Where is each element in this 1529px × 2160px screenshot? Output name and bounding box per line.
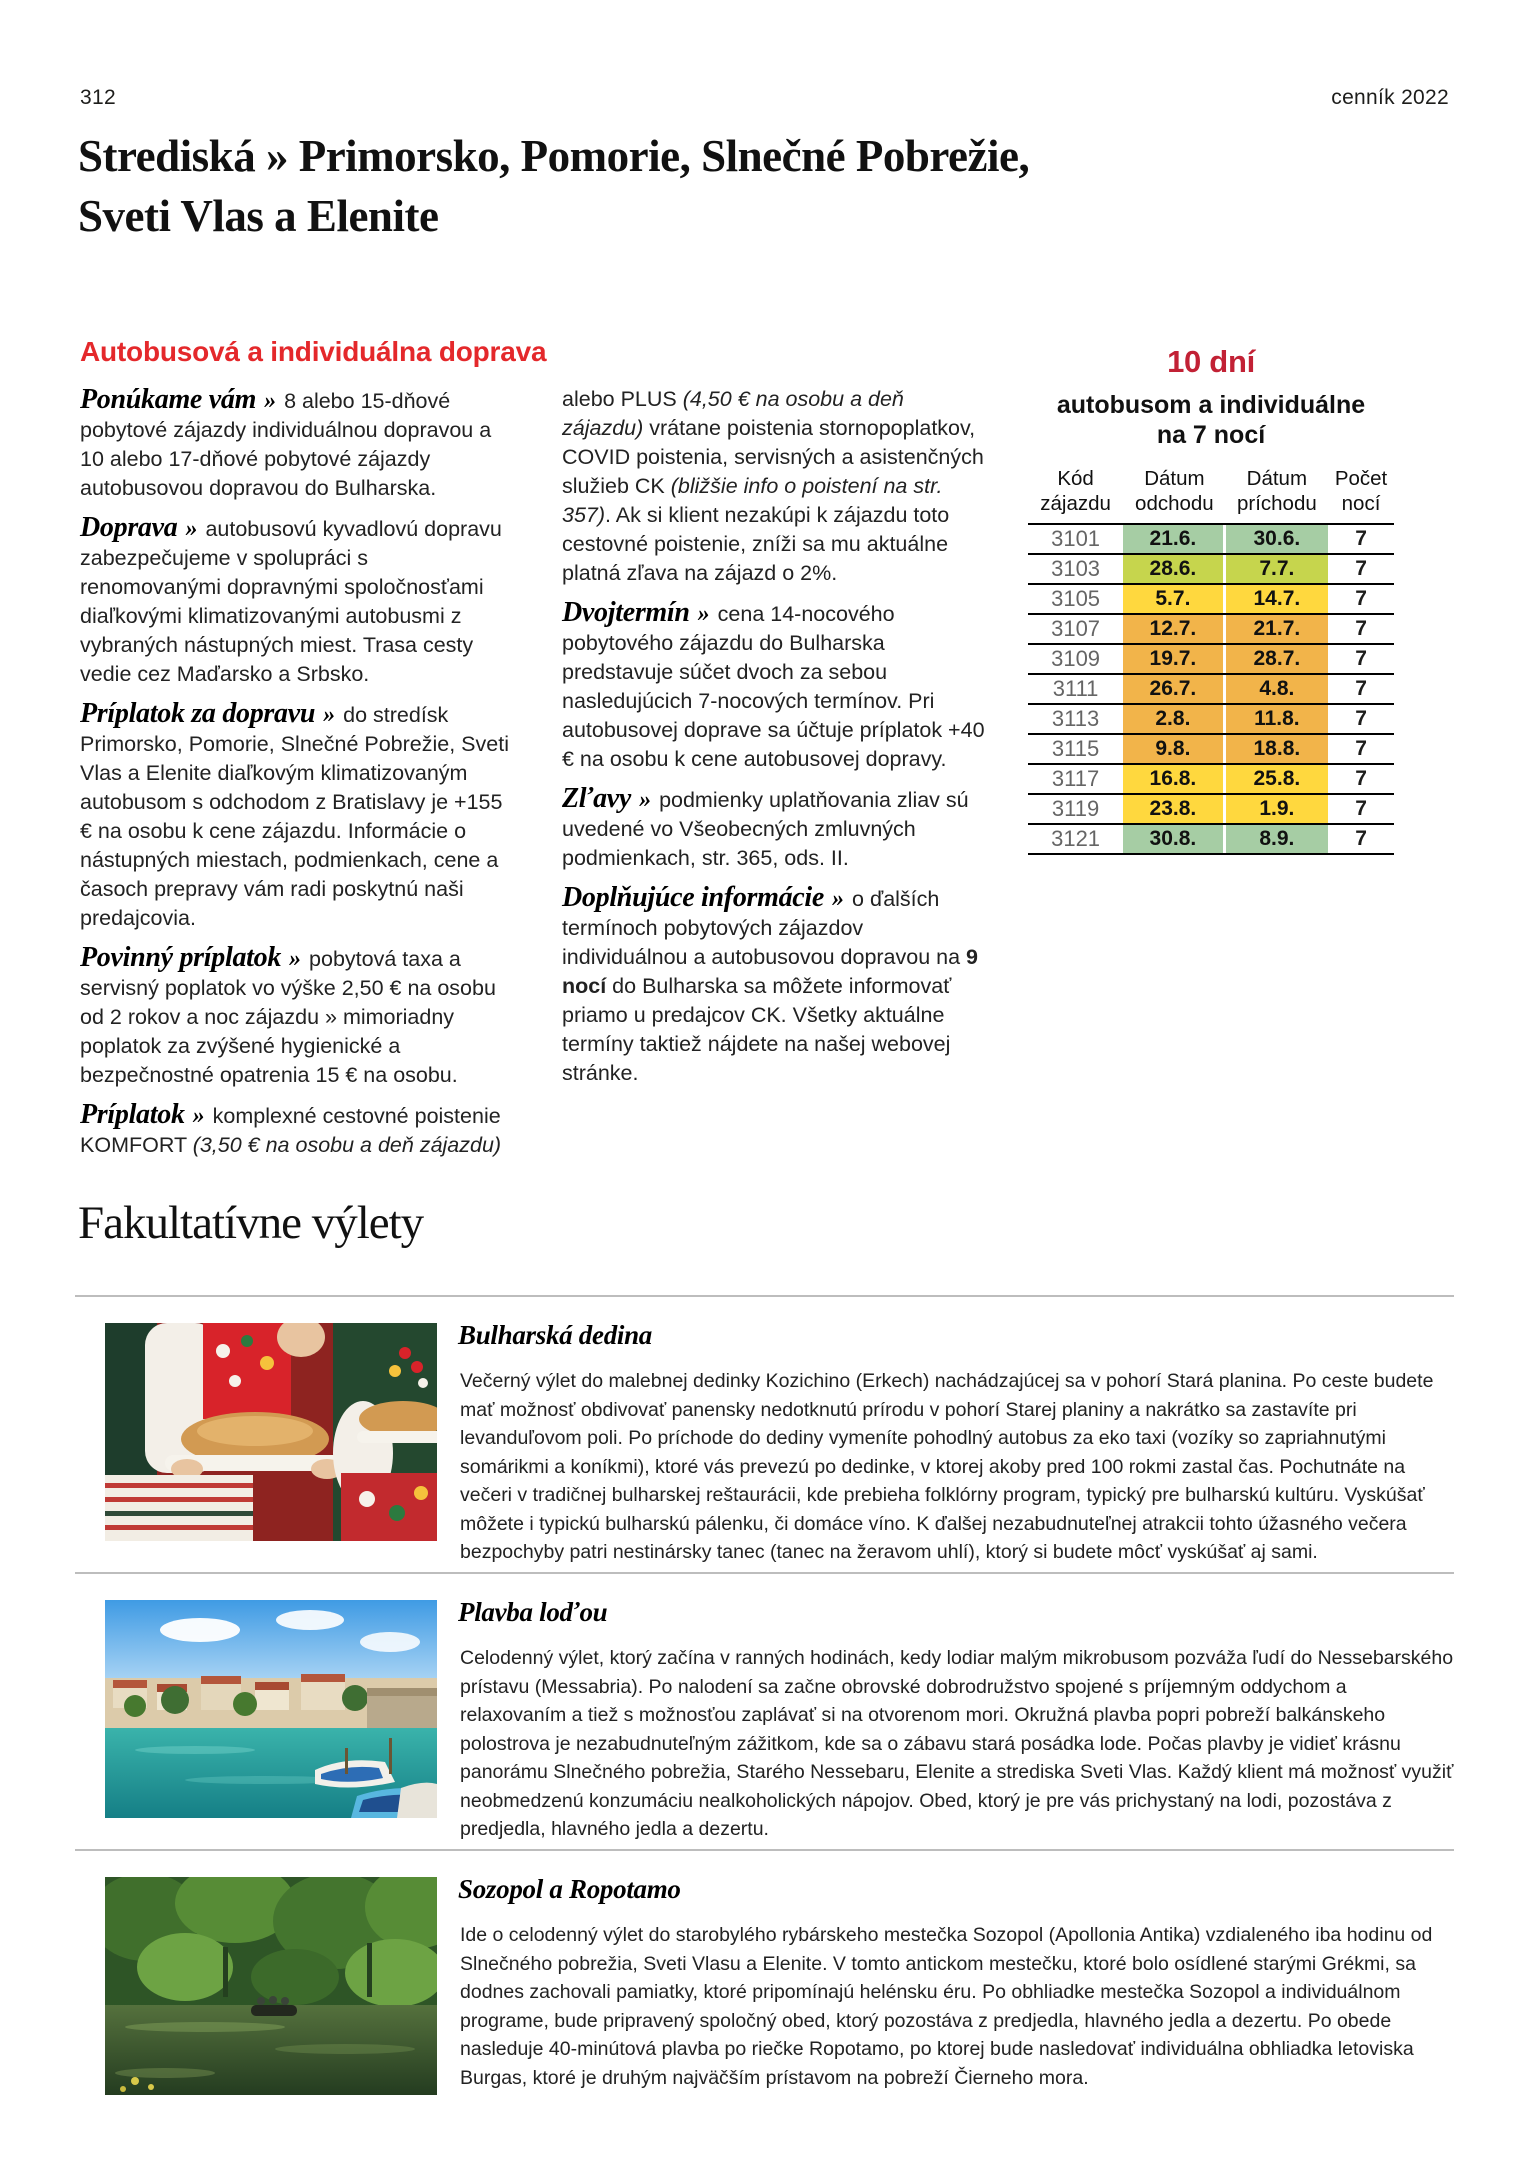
tour-code: 3103 xyxy=(1051,556,1101,581)
departure-date: 28.6. xyxy=(1123,555,1225,583)
paragraph-lead: Príplatok xyxy=(80,1099,185,1130)
paragraph-text: do Bulharska sa môžete informovať priamo u predajcov CK. Všetky aktuálne termíny taktiež nájdete na našej webovej stránke. xyxy=(562,974,952,1085)
paragraph-text-italic: (bližšie info o poistení na str. 357) xyxy=(562,474,943,527)
folk-costume-photo-illustration xyxy=(105,1323,437,1541)
page-number: 312 xyxy=(80,86,116,109)
paragraph-lead: Príplatok za dopravu xyxy=(80,698,316,729)
nights-count: 7 xyxy=(1355,647,1367,670)
tour-code: 3107 xyxy=(1051,616,1101,641)
paragraph-text: o ďalších termínoch pobytových zájazdov individuálnou a autobusovou dopravou na xyxy=(562,887,967,969)
guillemet: » xyxy=(192,1103,205,1129)
table-row xyxy=(1028,763,1394,793)
nights-count: 7 xyxy=(1355,557,1367,580)
excursions-heading: Fakultatívne výlety xyxy=(78,1197,424,1249)
header-nights: Počet nocí xyxy=(1334,467,1388,515)
header-departure-date: Dátum odchodu xyxy=(1135,467,1214,515)
offer-panel xyxy=(1028,344,1394,855)
arrival-date: 30.6. xyxy=(1226,525,1328,553)
photo-bulharska-dedina xyxy=(105,1323,437,1541)
paragraph-text-bold: 9 nocí xyxy=(562,945,979,998)
table-body xyxy=(1028,523,1394,855)
paragraph-lead: Zľavy xyxy=(562,783,632,814)
tour-code: 3119 xyxy=(1051,796,1100,821)
departure-date: 23.8. xyxy=(1123,795,1225,823)
paragraph-lead: Doplňujúce informácie xyxy=(562,882,825,913)
page-title-line1: Strediská » Primorsko, Pomorie, Slnečné Pobrežie, xyxy=(78,131,1030,181)
nights-count: 7 xyxy=(1355,617,1367,640)
paragraph-priplatok-poistenie xyxy=(80,1100,512,1160)
paragraph-text: do stredísk Primorsko, Pomorie, Slnečné Pobrežie, Sveti Vlas a Elenite diaľkovým klimatizovaným autobusom s odchodom z Bratislavy je +155 € na osobu k cene zájazdu. Informácie o nástupných miestach, podmienkach, cene a časoch prepravy vám radi poskytnú naši predajcovia. xyxy=(80,703,509,930)
table-row xyxy=(1028,523,1394,553)
divider xyxy=(75,1295,1454,1297)
paragraph-zlavy xyxy=(562,784,990,873)
paragraph-text-italic: (3,50 € na osobu a deň zájazdu) xyxy=(192,1133,502,1157)
tour-code: 3117 xyxy=(1051,766,1100,791)
paragraph-text: pobytová taxa a servisný poplatok vo výške 2,50 € na osobu od 2 rokov a noc zájazdu » mimoriadny poplatok za zvýšené hygienické a bezpečnostné opatrenia 15 € na osobu. xyxy=(80,947,496,1087)
nights-count: 7 xyxy=(1355,587,1367,610)
departure-date: 16.8. xyxy=(1123,765,1225,793)
paragraph-text: komplexné cestovné poistenie KOMFORT xyxy=(80,1104,501,1157)
table-row xyxy=(1028,733,1394,763)
table-header-row xyxy=(1028,466,1394,523)
table-row xyxy=(1028,673,1394,703)
arrival-date: 14.7. xyxy=(1226,585,1328,613)
header-tour-code: Kód zájazdu xyxy=(1040,467,1111,515)
guillemet: » xyxy=(289,946,302,972)
header-arrival-date: Dátum príchodu xyxy=(1236,467,1317,515)
excursion-title-plavba-lodou: Plavba loďou xyxy=(458,1597,608,1627)
tour-code: 3101 xyxy=(1051,526,1101,551)
nights-count: 7 xyxy=(1355,767,1367,790)
offer-subtitle-line1: autobusom a individuálne xyxy=(1056,391,1366,419)
excursion-title-sozopol-ropotamo: Sozopol a Ropotamo xyxy=(458,1874,681,1904)
paragraph-text-italic: (4,50 € na osobu a deň zájazdu) xyxy=(562,387,904,440)
divider xyxy=(75,1849,1454,1851)
arrival-date: 18.8. xyxy=(1226,735,1328,763)
table-row xyxy=(1028,583,1394,613)
tour-code: 3105 xyxy=(1051,586,1101,611)
paragraph-text: alebo PLUS xyxy=(562,387,683,411)
excursion-text-sozopol-ropotamo: Ide o celodenný výlet do starobylého rybárskeho mestečka Sozopol (Apollonia Antika) vzdialeného iba hodinu od Slnečného pobrežia, Sveti Vlasu a Elenite. V tomto antickom mestečku, ktoré bolo osídlené starými Grékmi, sa dodnes zachovali pamiatky, ktoré pripomínajú helénsku éru. Po obhliadke mestečka Sozopol a individuálnom programe, bude pripravený spoločný obed, ktorý pozostáva z predjedla, hlavného jedla a dezertu. Po obede nasleduje 40-minútová plavba po riečke Ropotamo, po ktorej bude nasledovať individuálna obhliadka letoviska Burgas, ktoré je druhým najväčším prístavom na pobreží Čierneho mora. xyxy=(460,1924,1433,2089)
departure-date: 19.7. xyxy=(1123,645,1225,673)
departure-date: 30.8. xyxy=(1123,825,1225,853)
offer-duration: 10 dní xyxy=(1167,344,1255,379)
excursion-text-plavba-lodou: Celodenný výlet, ktorý začína v ranných hodinách, kedy lodiar malým mikrobusom pozváža ľudí do Nessebarského prístavu (Messabria). Po nalodení sa začne obrovské dobrodružstvo spojené s príjemným oddychom a relaxovaním a tiež s možnosťou zaplávať si na otvorenom mori. Okružná plavba popri pobreží balkánskeho polostrova je nezabudnuteľným zážitkom, kde sa o zábavu stará posádka lode. Počas plavby je vidieť krásnu panorámu Slnečného pobrežia, Starého Nessebaru, Elenite a strediska Sveti Vlas. Každý klient má možnosť využiť neobmedzenú konzumáciu nealkoholických nápojov. Obed, ktorý je pre vás prichystaný na lodi, pozostáva z predjedla, hlavného jedla a dezertu. xyxy=(460,1647,1454,1840)
tour-code: 3111 xyxy=(1052,676,1099,701)
transport-section-heading: Autobusová a individuálna doprava xyxy=(80,336,547,367)
paragraph-doplnujuce-informacie xyxy=(562,883,990,1088)
paragraph-lead: Doprava xyxy=(80,512,178,543)
table-row xyxy=(1028,613,1394,643)
page-title-line2: Sveti Vlas a Elenite xyxy=(78,191,439,241)
arrival-date: 25.8. xyxy=(1226,765,1328,793)
departure-date: 12.7. xyxy=(1123,615,1225,643)
departure-table xyxy=(1028,466,1394,855)
guillemet: » xyxy=(639,787,652,813)
river-forest-photo-illustration xyxy=(105,1877,437,2095)
harbour-photo-illustration xyxy=(105,1600,437,1818)
table-row xyxy=(1028,793,1394,823)
paragraph-text: cena 14-nocového pobytového zájazdu do Bulharska predstavuje súčet dvoch za sebou nasledujúcich 7-nocových termínov. Pri autobusovej doprave sa účtuje príplatok +40 € na osobu k cene autobusovej dopravy. xyxy=(562,602,985,771)
transport-column-1 xyxy=(80,385,512,1170)
arrival-date: 1.9. xyxy=(1226,795,1328,823)
departure-date: 21.6. xyxy=(1123,525,1225,553)
guillemet: » xyxy=(832,886,845,912)
table-row xyxy=(1028,703,1394,733)
paragraph-doprava xyxy=(80,513,512,689)
excursion-text-bulharska-dedina: Večerný výlet do malebnej dedinky Kozichino (Erkech) nachádzajúcej sa v pohorí Stará planina. Po ceste budete mať možnosť obdivovať panensky nedotknutú prírodu v pohorí Starej planiny a nakrátko sa zastavíte pri levanduľovom poli. Po príchode do dediny vymeníte pohodlný autobus za eko taxi (vozíky so zapriahnutými somárikmi a koníkmi), ktoré vás prevezú po dedinke, v ktorej akoby pred 100 rokmi zastal čas. Pochutnáte na večeri v tradičnej bulharskej reštaurácii, kde prebieha folklórny program, typický pre bulharskú kultúru. Vyskúšať môžete i typickú bulharskú pálenku, či domáce víno. K ďalšej nezabudnuteľnej atrakcii tohto úžasného večera bezpochyby patri nestinársky tanec (tanec na žeravom uhlí), ktorý si budete môcť vyskúšať aj sami. xyxy=(460,1370,1434,1563)
transport-column-2 xyxy=(562,385,990,1098)
tour-code: 3109 xyxy=(1051,646,1101,671)
catalog-label: cenník 2022 xyxy=(1331,86,1449,109)
table-row xyxy=(1028,643,1394,673)
guillemet: » xyxy=(264,388,277,414)
excursion-title-bulharska-dedina: Bulharská dedina xyxy=(458,1320,653,1350)
tour-code: 3115 xyxy=(1051,736,1100,761)
paragraph-lead: Dvojtermín xyxy=(562,597,690,628)
paragraph-priplatok-za-dopravu xyxy=(80,699,512,933)
arrival-date: 8.9. xyxy=(1226,825,1328,853)
paragraph-text: autobusovú kyvadlovú dopravu zabezpečujeme v spolupráci s renomovanými dopravnými spoločnosťami diaľkovými klimatizovanými autobusmi z vybraných nástupných miest. Trasa cesty vedie cez Maďarsko a Srbsko. xyxy=(80,517,502,686)
paragraph-dvojtermin xyxy=(562,598,990,774)
arrival-date: 28.7. xyxy=(1226,645,1328,673)
arrival-date: 4.8. xyxy=(1226,675,1328,703)
table-row xyxy=(1028,823,1394,853)
photo-sozopol-ropotamo xyxy=(105,1877,437,2095)
arrival-date: 21.7. xyxy=(1226,615,1328,643)
offer-subtitle xyxy=(1028,390,1394,450)
paragraph-poistenie-plus xyxy=(562,385,990,588)
paragraph-povinny-priplatok xyxy=(80,943,512,1090)
departure-date: 26.7. xyxy=(1123,675,1225,703)
paragraph-text: . Ak si klient nezakúpi k zájazdu toto cestovné poistenie, zníži sa mu aktuálne platná zľava na zájazd o 2%. xyxy=(562,503,950,585)
nights-count: 7 xyxy=(1355,707,1367,730)
paragraph-text: podmienky uplatňovania zliav sú uvedené vo Všeobecných zmluvných podmienkach, str. 365, ods. II. xyxy=(562,788,969,870)
arrival-date: 11.8. xyxy=(1226,705,1328,733)
guillemet: » xyxy=(697,601,710,627)
nights-count: 7 xyxy=(1355,677,1367,700)
paragraph-lead: Povinný príplatok xyxy=(80,942,282,973)
nights-count: 7 xyxy=(1355,797,1367,820)
nights-count: 7 xyxy=(1355,737,1367,760)
arrival-date: 7.7. xyxy=(1226,555,1328,583)
departure-date: 5.7. xyxy=(1123,585,1225,613)
tour-code: 3113 xyxy=(1051,706,1100,731)
departure-date: 2.8. xyxy=(1123,705,1225,733)
offer-subtitle-line2: na 7 nocí xyxy=(1156,421,1266,449)
departure-date: 9.8. xyxy=(1123,735,1225,763)
guillemet: » xyxy=(323,702,336,728)
nights-count: 7 xyxy=(1355,527,1367,550)
page-title xyxy=(78,126,1328,246)
paragraph-text: 8 alebo 15-dňové pobytové zájazdy individuálnou dopravou a 10 alebo 17-dňové pobytové zájazdy autobusovou dopravou do Bulharska. xyxy=(80,389,492,500)
divider xyxy=(75,1572,1454,1574)
photo-plavba-lodou xyxy=(105,1600,437,1818)
tour-code: 3121 xyxy=(1051,826,1101,851)
guillemet: » xyxy=(185,516,198,542)
paragraph-text: vrátane poistenia stornopoplatkov, COVID poistenia, servisných a asistenčných služieb CK xyxy=(562,416,984,498)
paragraph-ponukame-vam xyxy=(80,385,512,503)
paragraph-lead: Ponúkame vám xyxy=(80,384,257,415)
nights-count: 7 xyxy=(1355,827,1367,850)
table-row xyxy=(1028,553,1394,583)
